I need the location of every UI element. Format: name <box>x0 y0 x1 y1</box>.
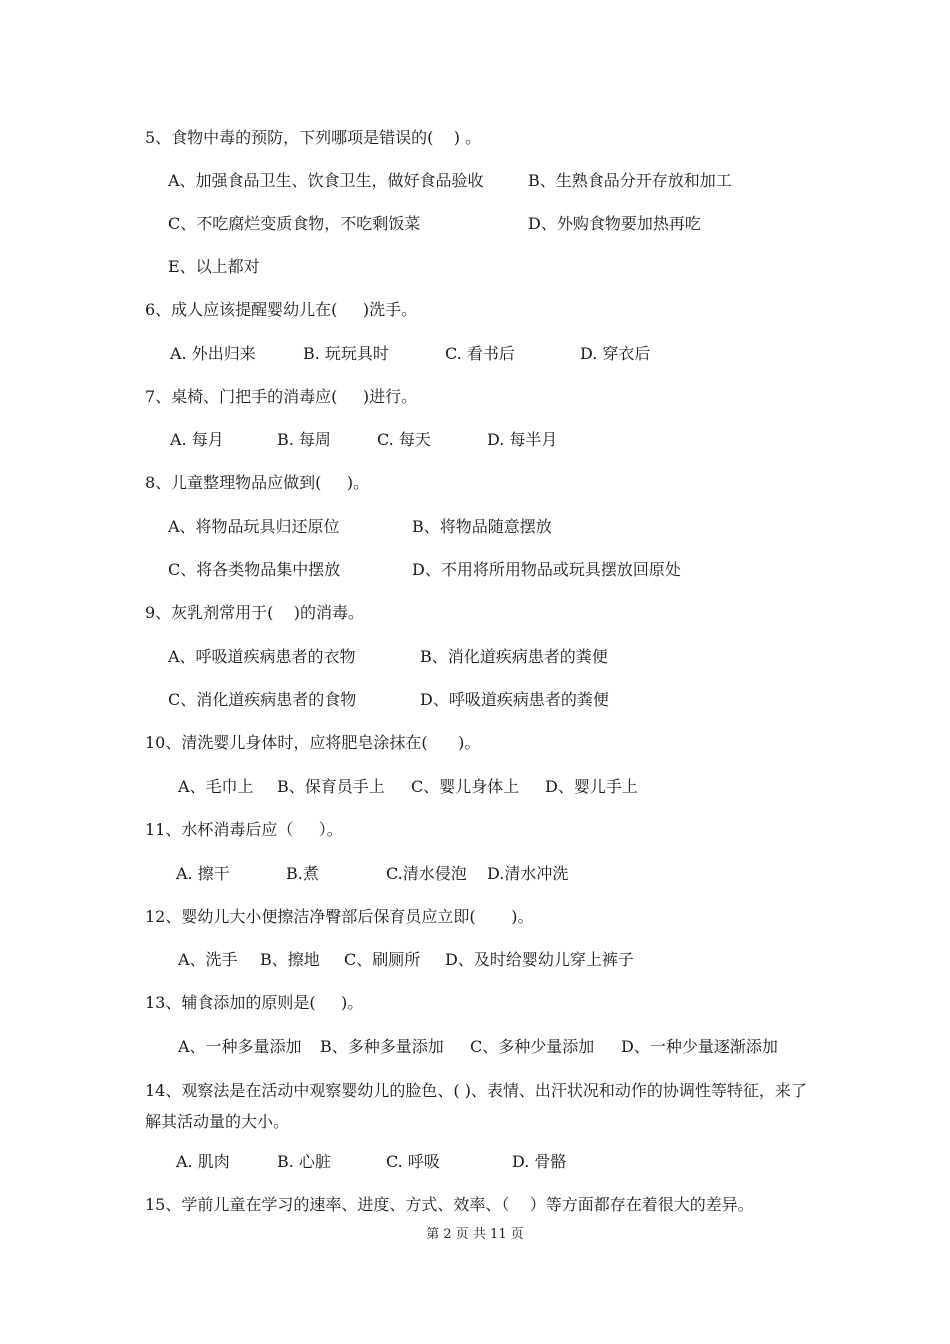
question-11-stem: 11、水杯消毒后应（ ）。 <box>145 820 343 839</box>
question-6-stem: 6、成人应该提醒婴幼儿在( )洗手。 <box>145 300 418 319</box>
question-8-option-d: D、不用将所用物品或玩具摆放回原处 <box>412 560 681 579</box>
question-13-stem: 13、辅食添加的原则是( )。 <box>145 993 364 1012</box>
question-12-option-a: A、洗手 <box>178 950 238 969</box>
question-11-option-d: D.清水冲洗 <box>487 864 569 883</box>
question-5-option-a: A、加强食品卫生、饮食卫生，做好食品验收 <box>168 171 484 190</box>
question-9-option-a: A、呼吸道疾病患者的衣物 <box>168 647 356 666</box>
question-9-option-c: C、消化道疾病患者的食物 <box>168 690 357 709</box>
question-14-option-d: D. 骨骼 <box>512 1152 567 1171</box>
question-10-option-d: D、婴儿手上 <box>545 777 638 796</box>
question-6-option-b: B. 玩玩具时 <box>303 344 389 363</box>
question-8-option-c: C、将各类物品集中摆放 <box>168 560 341 579</box>
question-7-option-d: D. 每半月 <box>487 430 558 449</box>
question-6-option-d: D. 穿衣后 <box>580 344 651 363</box>
question-11-option-a: A. 擦干 <box>176 864 230 883</box>
question-8-stem: 8、儿童整理物品应做到( )。 <box>145 473 370 492</box>
question-6-option-c: C. 看书后 <box>445 344 515 363</box>
question-12-option-d: D、及时给婴幼儿穿上裤子 <box>445 950 634 969</box>
question-7-option-a: A. 每月 <box>170 430 224 449</box>
question-9-option-b: B、消化道疾病患者的粪便 <box>420 647 608 666</box>
question-7-option-b: B. 每周 <box>277 430 331 449</box>
page-number-footer: 第 2 页 共 11 页 <box>426 1227 524 1242</box>
question-13-option-b: B、多种多量添加 <box>320 1037 444 1056</box>
question-9-stem: 9、灰乳剂常用于( )的消毒。 <box>145 603 365 622</box>
question-7-option-c: C. 每天 <box>377 430 431 449</box>
question-14-option-c: C. 呼吸 <box>386 1152 440 1171</box>
question-13-option-a: A、一种多量添加 <box>178 1037 302 1056</box>
question-12-option-b: B、擦地 <box>260 950 320 969</box>
question-6-option-a: A. 外出归来 <box>170 344 256 363</box>
question-5-option-d: D、外购食物要加热再吃 <box>528 214 701 233</box>
question-8-option-a: A、将物品玩具归还原位 <box>168 517 340 536</box>
question-11-option-b: B.煮 <box>286 864 319 883</box>
question-13-option-d: D、一种少量逐渐添加 <box>621 1037 778 1056</box>
question-5-option-e: E、以上都对 <box>168 257 260 276</box>
question-5-option-b: B、生熟食品分开存放和加工 <box>528 171 732 190</box>
question-14-option-b: B. 心脏 <box>277 1152 331 1171</box>
question-8-option-b: B、将物品随意摆放 <box>412 517 552 536</box>
question-14-option-a: A. 肌肉 <box>176 1152 230 1171</box>
question-12-option-c: C、刷厕所 <box>344 950 421 969</box>
question-10-option-b: B、保育员手上 <box>277 777 385 796</box>
question-7-stem: 7、桌椅、门把手的消毒应( )进行。 <box>145 387 418 406</box>
question-15-stem: 15、学前儿童在学习的速率、进度、方式、效率、（ ）等方面都存在着很大的差异。 <box>145 1195 754 1214</box>
question-5-option-c: C、不吃腐烂变质食物，不吃剩饭菜 <box>168 214 421 233</box>
question-11-option-c: C.清水侵泡 <box>386 864 467 883</box>
question-5-stem: 5、食物中毒的预防，下列哪项是错误的( ) 。 <box>145 128 482 147</box>
question-10-option-a: A、毛巾上 <box>178 777 254 796</box>
question-13-option-c: C、多种少量添加 <box>470 1037 595 1056</box>
question-10-option-c: C、婴儿身体上 <box>411 777 520 796</box>
question-10-stem: 10、清洗婴儿身体时，应将肥皂涂抹在( )。 <box>145 733 481 752</box>
question-9-option-d: D、呼吸道疾病患者的粪便 <box>420 690 609 709</box>
question-14-stem: 14、观察法是在活动中观察婴幼儿的脸色、( )、表情、出汗状况和动作的协调性等特征，来了解其活动量的大小。 <box>145 1081 807 1131</box>
question-12-stem: 12、婴幼儿大小便擦洁净臀部后保育员应立即( )。 <box>145 907 534 926</box>
